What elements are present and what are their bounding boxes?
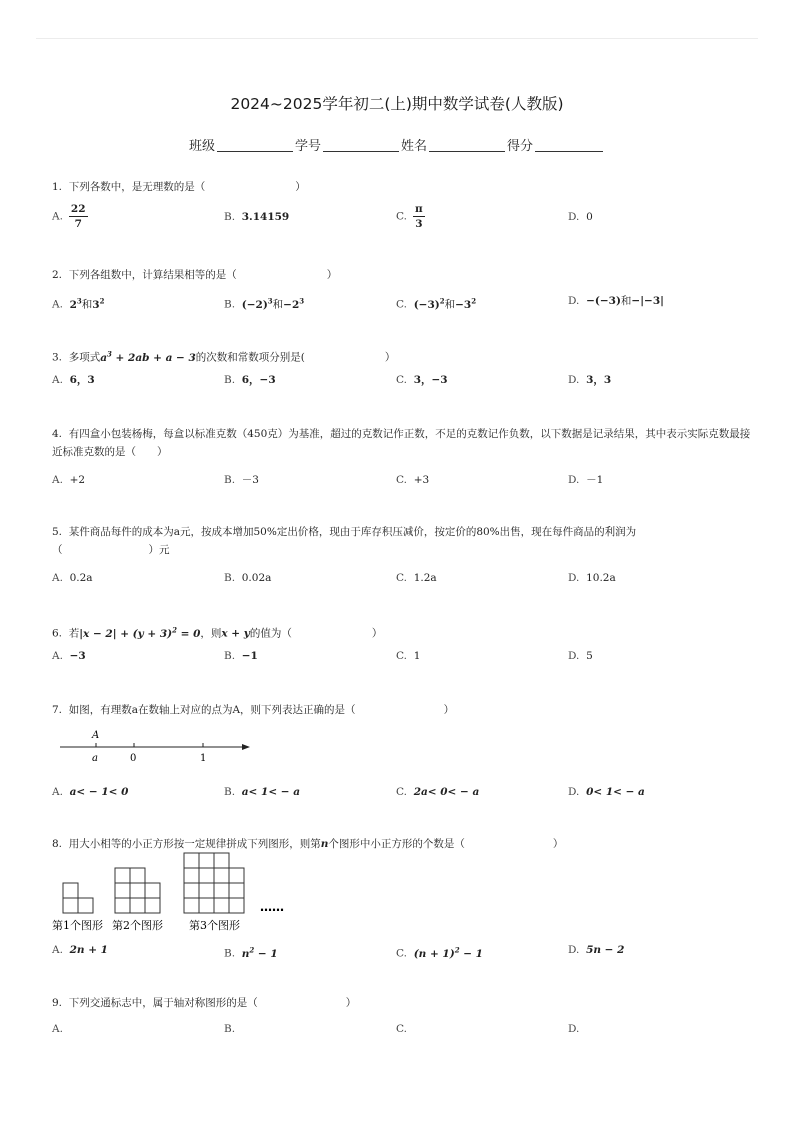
- tick-label-1: 1: [200, 753, 207, 764]
- class-label: 班级: [188, 139, 215, 154]
- question-3: 3. 多项式$a^3 + 2ab + a - 3$的次数和常数项分别是( ） A. 6，3 B. 6，−3 C. 3，−3 D. 3，3: [52, 345, 752, 367]
- option-a[interactable]: A.: [52, 1023, 63, 1035]
- option-a[interactable]: A. $2^3$和$3^2$: [52, 296, 105, 311]
- option-d[interactable]: D. −(−3)和−|−3|: [568, 295, 664, 307]
- option-b[interactable]: B. $(-2)^3$和$-2^3$: [224, 296, 305, 311]
- figure-2-label: 第2个图形: [112, 919, 163, 932]
- option-c[interactable]: C. +3: [396, 474, 430, 486]
- class-blank[interactable]: [217, 139, 293, 152]
- figure-3: [184, 853, 244, 913]
- page-title: 2024~2025学年初二(上)期中数学试卷(人教版): [230, 95, 564, 113]
- option-b[interactable]: B.: [224, 1023, 236, 1035]
- option-c[interactable]: C.: [396, 1023, 407, 1035]
- student-id-blank[interactable]: [323, 139, 399, 152]
- option-a[interactable]: A. 6，3: [52, 374, 95, 386]
- question-4: 4. 有四盒小包装杨梅，每盒以标准克数（450克）为基准，超过的克数记作正数，不足的克数记作负数，以下数据是记录结果，其中表示实际克数最接近标准克数的是（ ） A. +2 B. －3 C. +3 D. －1: [52, 425, 752, 461]
- option-d[interactable]: D. 0< 1< − a: [568, 786, 645, 798]
- option-b[interactable]: B. 0.02a: [224, 572, 272, 584]
- question-1: 1. 下列各数中，是无理数的是（ ） A. $\frac{22}{7}$ B. 3.14159 C. $\frac{\pi}{3}$ D. 0: [52, 181, 593, 230]
- question-5: 5. 某件商品每件的成本为a元，按成本增加50%定出价格，现由于库存积压减价，按定价的80%出售，现在每件商品的利润为 （ ）元 A. 0.2a B. 0.02a C. 1.2a D. 10.2a: [52, 523, 752, 559]
- point-var: a: [92, 753, 98, 764]
- name-label: 姓名: [401, 139, 428, 154]
- question-stem: 下列各数中，是无理数的是（: [68, 181, 206, 193]
- option-a[interactable]: A. 0.2a: [52, 572, 93, 584]
- option-c[interactable]: C. 1.2a: [396, 572, 437, 584]
- option-b[interactable]: B. −1: [224, 650, 258, 662]
- figure-1: [63, 883, 93, 913]
- option-d[interactable]: D.: [568, 1023, 580, 1035]
- question-6: 6. 若$|x - 2| + (y + 3)^2 = 0$，则x + y的值为（ ） A. −3 B. −1 C. 1 D. 5: [52, 621, 752, 643]
- name-blank[interactable]: [429, 139, 505, 152]
- tick-label-0: 0: [130, 753, 137, 764]
- option-d[interactable]: D. 5n − 2: [568, 944, 625, 956]
- option-c[interactable]: C. 1: [396, 650, 421, 662]
- option-c[interactable]: C. $(-3)^2$和$-3^2$: [396, 296, 477, 311]
- option-d[interactable]: D. 3，3: [568, 374, 612, 386]
- question-7: 7. 如图，有理数a在数轴上对应的点为A，则下列表达正确的是（ ） A a 0 1 A. a< − 1< 0 B. a< 1< − a C. 2a< 0< − a D. 0< 1< − a: [52, 701, 752, 719]
- option-c[interactable]: C. $(n + 1)^2 - 1$: [396, 945, 483, 960]
- option-a[interactable]: A. a< − 1< 0: [52, 786, 129, 798]
- question-2: 2. 下列各组数中，计算结果相等的是（ ） A. $2^3$和$3^2$ B. $(-2)^3$和$-2^3$ C. $(-3)^2$和$-3^2$ D. −(−3)和−|−3|: [52, 266, 752, 284]
- option-a[interactable]: A. $\frac{22}{7}$: [52, 203, 86, 230]
- score-label: 得分: [507, 139, 534, 154]
- question-9: 9. 下列交通标志中，属于轴对称图形的是（ ） A. B. C. D.: [52, 994, 752, 1012]
- score-blank[interactable]: [535, 139, 603, 152]
- ellipsis: ……: [260, 900, 284, 914]
- option-c[interactable]: C. $\frac{\pi}{3}$: [396, 203, 423, 230]
- option-a[interactable]: A. 2n + 1: [52, 944, 108, 956]
- option-c[interactable]: C. 3，−3: [396, 374, 448, 386]
- option-d[interactable]: D. －1: [568, 474, 604, 486]
- point-label: A: [92, 730, 100, 741]
- fraction: $\frac{\pi}{3}$: [415, 203, 423, 230]
- number-line: [58, 725, 258, 767]
- student-info-line: [0, 135, 794, 154]
- option-b[interactable]: B. a< 1< − a: [224, 786, 301, 798]
- figure-1-label: 第1个图形: [52, 919, 103, 932]
- option-a[interactable]: A. −3: [52, 650, 86, 662]
- option-b[interactable]: B. 6，−3: [224, 374, 276, 386]
- option-b[interactable]: B. －3: [224, 474, 259, 486]
- fraction: $\frac{22}{7}$: [70, 203, 86, 230]
- option-d[interactable]: D. 0: [568, 211, 593, 223]
- figure-3-label: 第3个图形: [189, 919, 240, 932]
- arrow-head: [242, 744, 250, 750]
- option-d[interactable]: D. 5: [568, 650, 593, 662]
- option-d[interactable]: D. 10.2a: [568, 572, 616, 584]
- student-id-label: 学号: [294, 139, 321, 154]
- top-divider: [36, 38, 758, 39]
- option-c[interactable]: C. 2a< 0< − a: [396, 786, 480, 798]
- option-a[interactable]: A. +2: [52, 474, 86, 486]
- option-b[interactable]: B. 3.14159: [224, 211, 290, 223]
- question-8: 8. 用大小相等的小正方形按一定规律拼成下列图形，则第n个图形中小正方形的个数是（ ） …… 第1个图形 第2个图形 第3个图形 A. 2n + 1 B. $n^2 - 1$ C. $(n + 1)^2 - 1$ D. 5n − 2: [52, 835, 752, 853]
- figure-2: [115, 868, 160, 913]
- question-number: 1.: [52, 181, 63, 193]
- option-b[interactable]: B. $n^2 - 1$: [224, 945, 278, 960]
- square-pattern-figure: [52, 851, 312, 933]
